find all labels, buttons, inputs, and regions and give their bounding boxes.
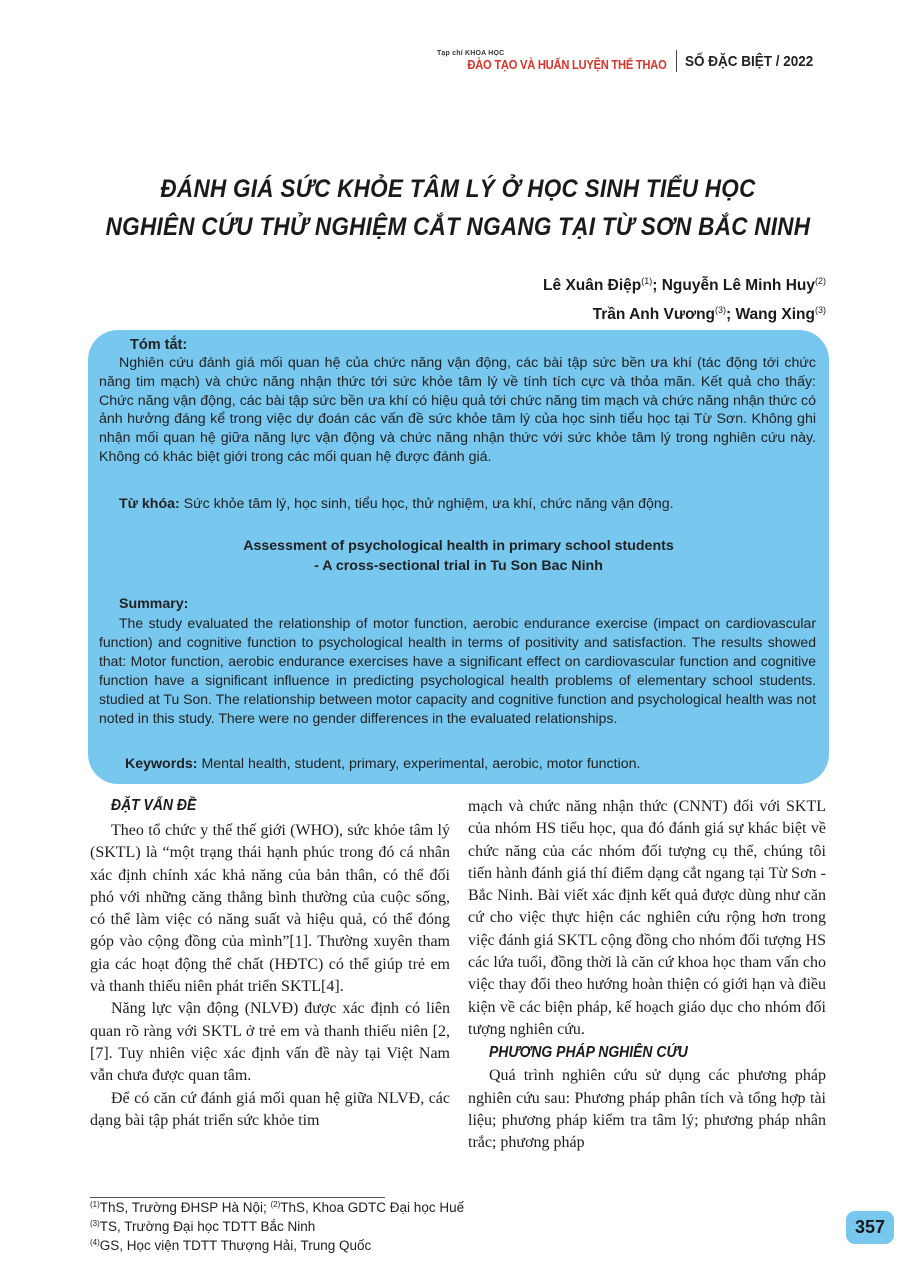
footnote-mark: (4) <box>90 1238 100 1247</box>
abstract-vn-label: Tóm tắt: <box>130 337 188 353</box>
header-divider <box>676 50 677 72</box>
body-column-left <box>90 794 450 1132</box>
en-title-line-2: - A cross-sectional trial in Tu Son Bac Ninh <box>314 558 603 574</box>
title-line-2: NGHIÊN CỨU THỬ NGHIỆM CẮT NGANG TẠI TỪ SƠN BẮC NINH <box>105 213 811 241</box>
footnote-text: GS, Học viện TDTT Thượng Hải, Trung Quốc <box>99 1238 372 1253</box>
title-line-1: ĐÁNH GIÁ SỨC KHỎE TÂM LÝ Ở HỌC SINH TIỂU HỌC <box>160 175 756 203</box>
author-name: Lê Xuân Điệp <box>543 277 642 294</box>
footnote-text: TS, Trường Đại học TDTT Bắc Ninh <box>99 1219 316 1234</box>
issue-label: SỐ ĐẶC BIỆT / 2022 <box>685 52 814 70</box>
body-paragraph: Năng lực vận động (NLVĐ) được xác định có liên quan rõ ràng với SKTL ở trẻ em và thanh thiếu niên [2, [7]. Tuy nhiên việc xác định vấn đề này tại Việt Nam vẫn chưa được quan tâm. <box>90 1000 450 1085</box>
author-list <box>543 269 826 327</box>
affiliation-mark: (1) <box>641 276 653 286</box>
abstract-en-label: Summary: <box>119 596 189 612</box>
keywords-en <box>125 755 640 774</box>
footnote-line-3 <box>90 1234 371 1255</box>
keywords-vn-label: Từ khóa: <box>119 496 180 512</box>
footnote-mark: (3) <box>90 1219 100 1228</box>
page-number-badge <box>846 1211 894 1244</box>
footnote-text: ThS, Khoa GDTC Đại học Huế <box>280 1200 465 1215</box>
author-name: Nguyễn Lê Minh Huy <box>661 277 815 294</box>
author-line-2 <box>543 298 826 327</box>
en-title-line-1: Assessment of psychological health in primary school students <box>243 538 674 554</box>
footnote-line-2 <box>90 1215 315 1236</box>
body-paragraph-continued: mạch và chức năng nhận thức (CNNT) đối với SKTL của nhóm HS tiểu học, qua đó đánh giá sự khác biệt về chức năng của các nhóm đối tượng cụ thể, chúng tôi tiến hành đánh giá thí điểm dạng cắt ngang tại Từ Sơn - Bắc Ninh. Bài viết xác định kết quả được dùng như căn cứ cho việc thực hiện các nghiên cứu rộng hơn trong việc đánh giá SKTL cộng đồng cho nhóm đối tượng HS các lứa tuổi, đồng thời là căn cứ khoa học tham vấn cho việc thay đổi theo hướng hoàn thiện có giới hạn và điều kiện về các biện pháp, kế hoạch giáo dục cho nhóm đối tượng nghiên cứu. <box>468 798 826 1038</box>
running-header <box>435 50 828 72</box>
footnote-text: ThS, Trường ĐHSP Hà Nội; <box>99 1200 271 1215</box>
body-paragraph: Theo tổ chức y thế thế giới (WHO), sức khỏe tâm lý (SKTL) là “một trạng thái hạnh phúc trong đó cá nhân xác định chính xác khả năng của bản thân, có thể đối phó với những căng thẳng bình thường của cuộc sống, có thể làm việc có năng suất và hiệu quả, có thể đóng góp vào cộng đồng của mình”[1]. Thường xuyên tham gia các hoạt động thể chất (HĐTC) có thể giúp trẻ em và thanh thiếu niên phát triển SKTL[4]. <box>90 822 450 996</box>
body-paragraph: Để có căn cứ đánh giá mối quan hệ giữa NLVĐ, các dạng bài tập phát triển sức khỏe tim <box>90 1089 450 1129</box>
keywords-en-label: Keywords: <box>125 756 198 772</box>
affiliation-mark: (2) <box>815 276 826 286</box>
abstract-en-text: The study evaluated the relationship of motor function, aerobic endurance exercise (impact on cardiovascular function) and cognitive function to psychological health in terms of positivity and satisfaction. The results showed that: Motor function, aerobic endurance exercises have a significant effect on cardiovascular function and cognitive function have a significant influence in predicting psychological health problems of elementary school students. studied at Tu Son. The relationship between motor capacity and cognitive function and psychological health was not noted in this study. There were no gender differences in the evaluated relationships. <box>99 615 816 726</box>
section-heading-methods: PHƯƠNG PHÁP NGHIÊN CỨU <box>489 1044 688 1062</box>
article-title <box>0 170 916 246</box>
keywords-vn <box>119 495 674 514</box>
author-name: Trần Anh Vương <box>592 306 716 323</box>
journal-brand <box>435 50 667 72</box>
page-number: 357 <box>854 1217 886 1237</box>
author-line-1 <box>543 269 826 298</box>
footnote-line-1 <box>90 1196 464 1217</box>
footnote-mark: (2) <box>270 1200 281 1209</box>
journal-small-title: Tạp chí KHOA HỌC <box>436 50 505 57</box>
section-heading-introduction: ĐẶT VẤN ĐỀ <box>111 797 197 814</box>
keywords-vn-text: Sức khỏe tâm lý, học sinh, tiểu học, thử nghiệm, ưa khí, chức năng vận động. <box>179 496 674 512</box>
author-separator: ; <box>726 306 736 323</box>
body-paragraph: Quá trình nghiên cứu sử dụng các phương pháp nghiên cứu sau: Phương pháp phân tích và tổng hợp tài liệu; phương pháp kiểm tra tâm lý; phương pháp nhân trắc; phương pháp <box>468 1067 826 1152</box>
body-column-right <box>468 796 826 1154</box>
keywords-en-text: Mental health, student, primary, experimental, aerobic, motor function. <box>197 756 641 772</box>
footnote-mark: (1) <box>90 1200 100 1209</box>
affiliation-mark: (3) <box>815 305 826 315</box>
affiliation-mark: (3) <box>715 305 727 315</box>
journal-name: ĐÀO TẠO VÀ HUẤN LUYỆN THỂ THAO <box>467 57 667 72</box>
author-name: Wang Xing <box>735 306 815 323</box>
abstract-vn-text: Nghiên cứu đánh giá mối quan hệ của chức năng vận động, các bài tập sức bền ưa khí (tác động tới chức năng tim mạch) và chức năng nhận thức tới sức khỏe tâm lý về tính tích cực và thỏa mãn. Kết quả cho thấy: Chức năng vận động, các bài tập sức bền ưa khí có hiệu quả tới chức năng tim mạch và chức năng nhận thức có ảnh hưởng đáng kể trong việc dự đoán các vấn đề sức khỏe tâm lý của học sinh tiểu học tại Từ Sơn. Không ghi nhận mối quan hệ giữa năng lực vận động và chức năng nhận thức với sức khỏe tâm lý trong nghiên cứu này. Không có khác biệt giới trong các mối quan hệ được đánh giá. <box>99 355 816 465</box>
abstract-box <box>88 330 829 784</box>
abstract-en-title <box>88 536 829 576</box>
author-separator: ; <box>652 277 662 294</box>
